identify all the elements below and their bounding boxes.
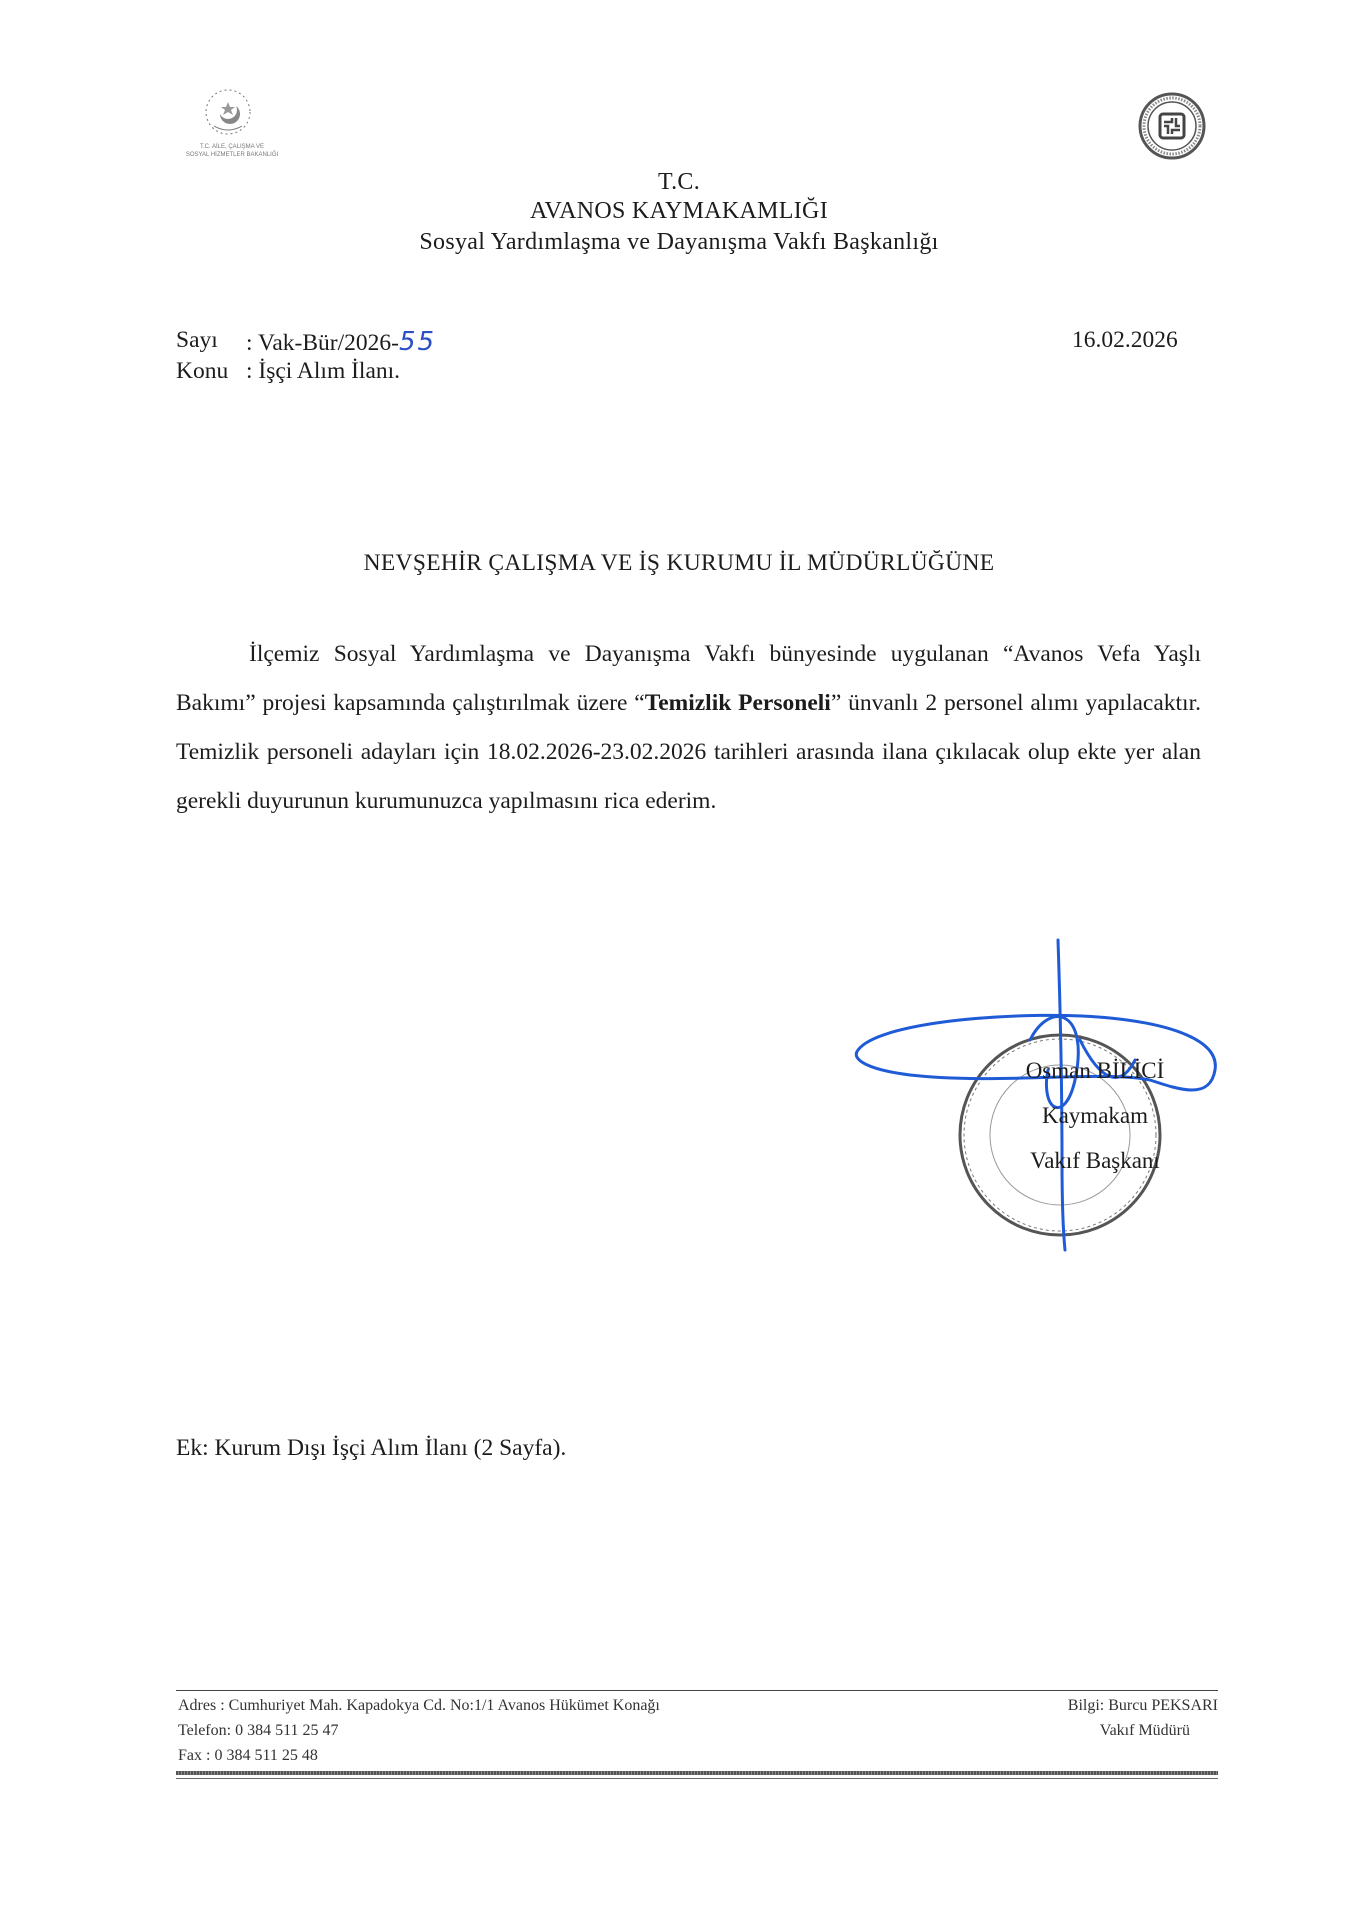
- header-vakif: Sosyal Yardımlaşma ve Dayanışma Vakfı Başkanlığı: [419, 229, 939, 255]
- sayi-label: Sayı: [176, 327, 218, 353]
- footer-info-name: Bilgi: Burcu PEKSARI: [1067, 1697, 1218, 1714]
- body-part-1: İlçemiz Sosyal Yardımlaşma ve Dayanışma Vakfı bünyesinde uygulanan “Avanos Vefa Yaşlı Bakımı” projesi kapsamında çalıştırılmak üzere “: [176, 641, 1201, 716]
- sayi-handwritten: 55: [398, 327, 437, 357]
- letter-body: [176, 630, 1201, 826]
- footer-address: Adres : Cumhuriyet Mah. Kapadokya Cd. No:1/1 Avanos Hükümet Konağı: [178, 1697, 660, 1714]
- signatory-role: Vakıf Başkanı: [1030, 1148, 1160, 1173]
- body-paragraph: [176, 630, 1201, 826]
- ministry-logo: [172, 84, 292, 164]
- ministry-caption-1: T.C. AİLE, ÇALIŞMA VE: [199, 144, 265, 150]
- foundation-round-seal-icon: [1138, 92, 1206, 160]
- signatory-name: Osman BİLİCİ: [1025, 1058, 1165, 1083]
- ministry-star-crescent-logo-icon: [172, 84, 292, 144]
- header-tc: T.C.: [657, 169, 701, 195]
- body-part-2: ” ünvanlı 2 personel alımı yapılacaktır. Temizlik personeli adayları için 18.02.2026-23.02.2026 tarihleri arasında ilana çıkılacak olup ekte yer alan gerekli duyurunun kurumunuzca yapılmasını rica ederim.: [176, 690, 1201, 814]
- footer-rule-bottom: [176, 1771, 1218, 1775]
- addressee: NEVŞEHİR ÇALIŞMA VE İŞ KURUMU İL MÜDÜRLÜĞÜNE: [363, 550, 995, 576]
- footer-info-title: Vakıf Müdürü: [1099, 1722, 1190, 1739]
- letter-date: 16.02.2026: [1072, 327, 1178, 353]
- sayi-number: : Vak-Bür/2026-: [246, 330, 399, 356]
- header-kaymakamlik: AVANOS KAYMAKAMLIĞI: [530, 198, 828, 224]
- konu-label: Konu: [176, 358, 229, 384]
- footer-rule-bottom-thin: [176, 1778, 1218, 1779]
- footer-phone: Telefon: 0 384 511 25 47: [178, 1722, 339, 1739]
- signatory-title: Kaymakam: [1041, 1103, 1148, 1128]
- ministry-caption-2: SOSYAL HİZMETLER BAKANLIĞI: [185, 152, 279, 158]
- attachment-note: Ek: Kurum Dışı İşçi Alım İlanı (2 Sayfa).: [176, 1435, 567, 1461]
- body-bold-title: Temizlik Personeli: [644, 690, 831, 716]
- footer-fax: Fax : 0 384 511 25 48: [178, 1747, 318, 1764]
- footer-rule-top: [176, 1690, 1218, 1691]
- sayi-value: [246, 327, 436, 357]
- signature-block: [850, 940, 1230, 1280]
- foundation-seal: [1138, 92, 1206, 160]
- konu-value: : İşçi Alım İlanı.: [246, 358, 401, 384]
